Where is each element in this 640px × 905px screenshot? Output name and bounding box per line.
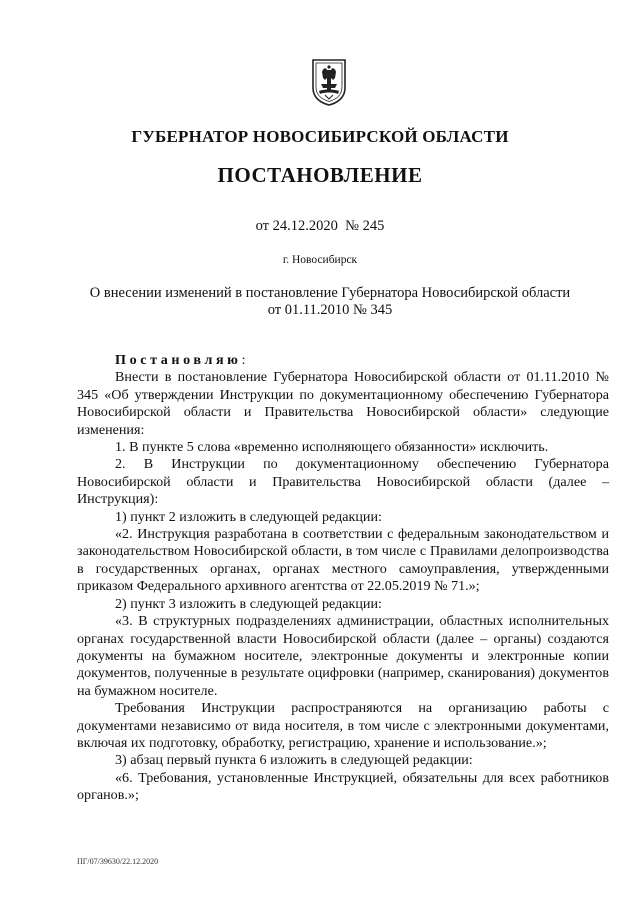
resolve-word: Постановляю: [115, 352, 242, 368]
document-footer-code: ПГ/07/39630/22.12.2020: [77, 857, 159, 866]
organization-name: ГУБЕРНАТОР НОВОСИБИРСКОЙ ОБЛАСТИ: [131, 127, 509, 146]
resolve-heading: [77, 352, 609, 369]
resolve-colon: :: [241, 352, 246, 368]
document-title-line: от 01.11.2010 № 345: [267, 302, 393, 318]
body-paragraph: «6. Требования, установленные Инструкцией, обязательны для всех работников органов.»;: [77, 769, 609, 804]
body-paragraph: «2. Инструкция разработана в соответствии с федеральным законодательством и законодательством Новосибирской области, в том числе с Правилами делопроизводства в государственных органах, органах местного самоуправления, утвержденными приказом Федерального архивного агентства от 22.05.2019 № 71.»;: [77, 526, 609, 595]
body-paragraph: 2) пункт 3 изложить в следующей редакции:: [115, 595, 382, 612]
body-paragraph: Внести в постановление Губернатора Новосибирской области от 01.11.2010 № 345 «Об утверждении Инструкции по документационному обеспечению Губернатора Новосибирской области и Правительства Новосибирской области» следующие изменения:: [77, 369, 609, 438]
document-title-line: О внесении изменений в постановление Губернатора Новосибирской области: [89, 285, 571, 301]
body-paragraph: 1) пункт 2 изложить в следующей редакции:: [115, 508, 382, 525]
document-body: [77, 352, 609, 805]
body-paragraph: 2. В Инструкции по документационному обеспечению Губернатора Новосибирской области и Правительства Новосибирской области (далее – Инструкция):: [77, 456, 609, 508]
body-paragraph: Требования Инструкции распространяются на организацию работы с документами независимо от вида носителя, в том числе с электронными документами, включая их подготовку, обработку, регистрацию, хранение и использование.»;: [77, 700, 609, 751]
document-type: ПОСТАНОВЛЕНИЕ: [217, 163, 423, 187]
body-paragraph: «3. В структурных подразделениях администрации, областных исполнительных органах государственной власти Новосибирской области (далее – органы) создаются документы на бумажном носителе, электронные документы и электронные копии документов, полученные в результате оцифровки (например, сканирования) документов на бумажном носителе.: [77, 613, 609, 699]
body-paragraph: 3) абзац первый пункта 6 изложить в следующей редакции:: [115, 752, 473, 769]
document-city: г. Новосибирск: [282, 254, 358, 266]
document-title: [60, 285, 600, 319]
document-date-number: от 24.12.2020 № 245: [255, 218, 385, 234]
coat-of-arms-emblem-icon: [311, 58, 347, 106]
body-paragraph: 1. В пункте 5 слова «временно исполняющего обязанности» исключить.: [115, 439, 549, 456]
